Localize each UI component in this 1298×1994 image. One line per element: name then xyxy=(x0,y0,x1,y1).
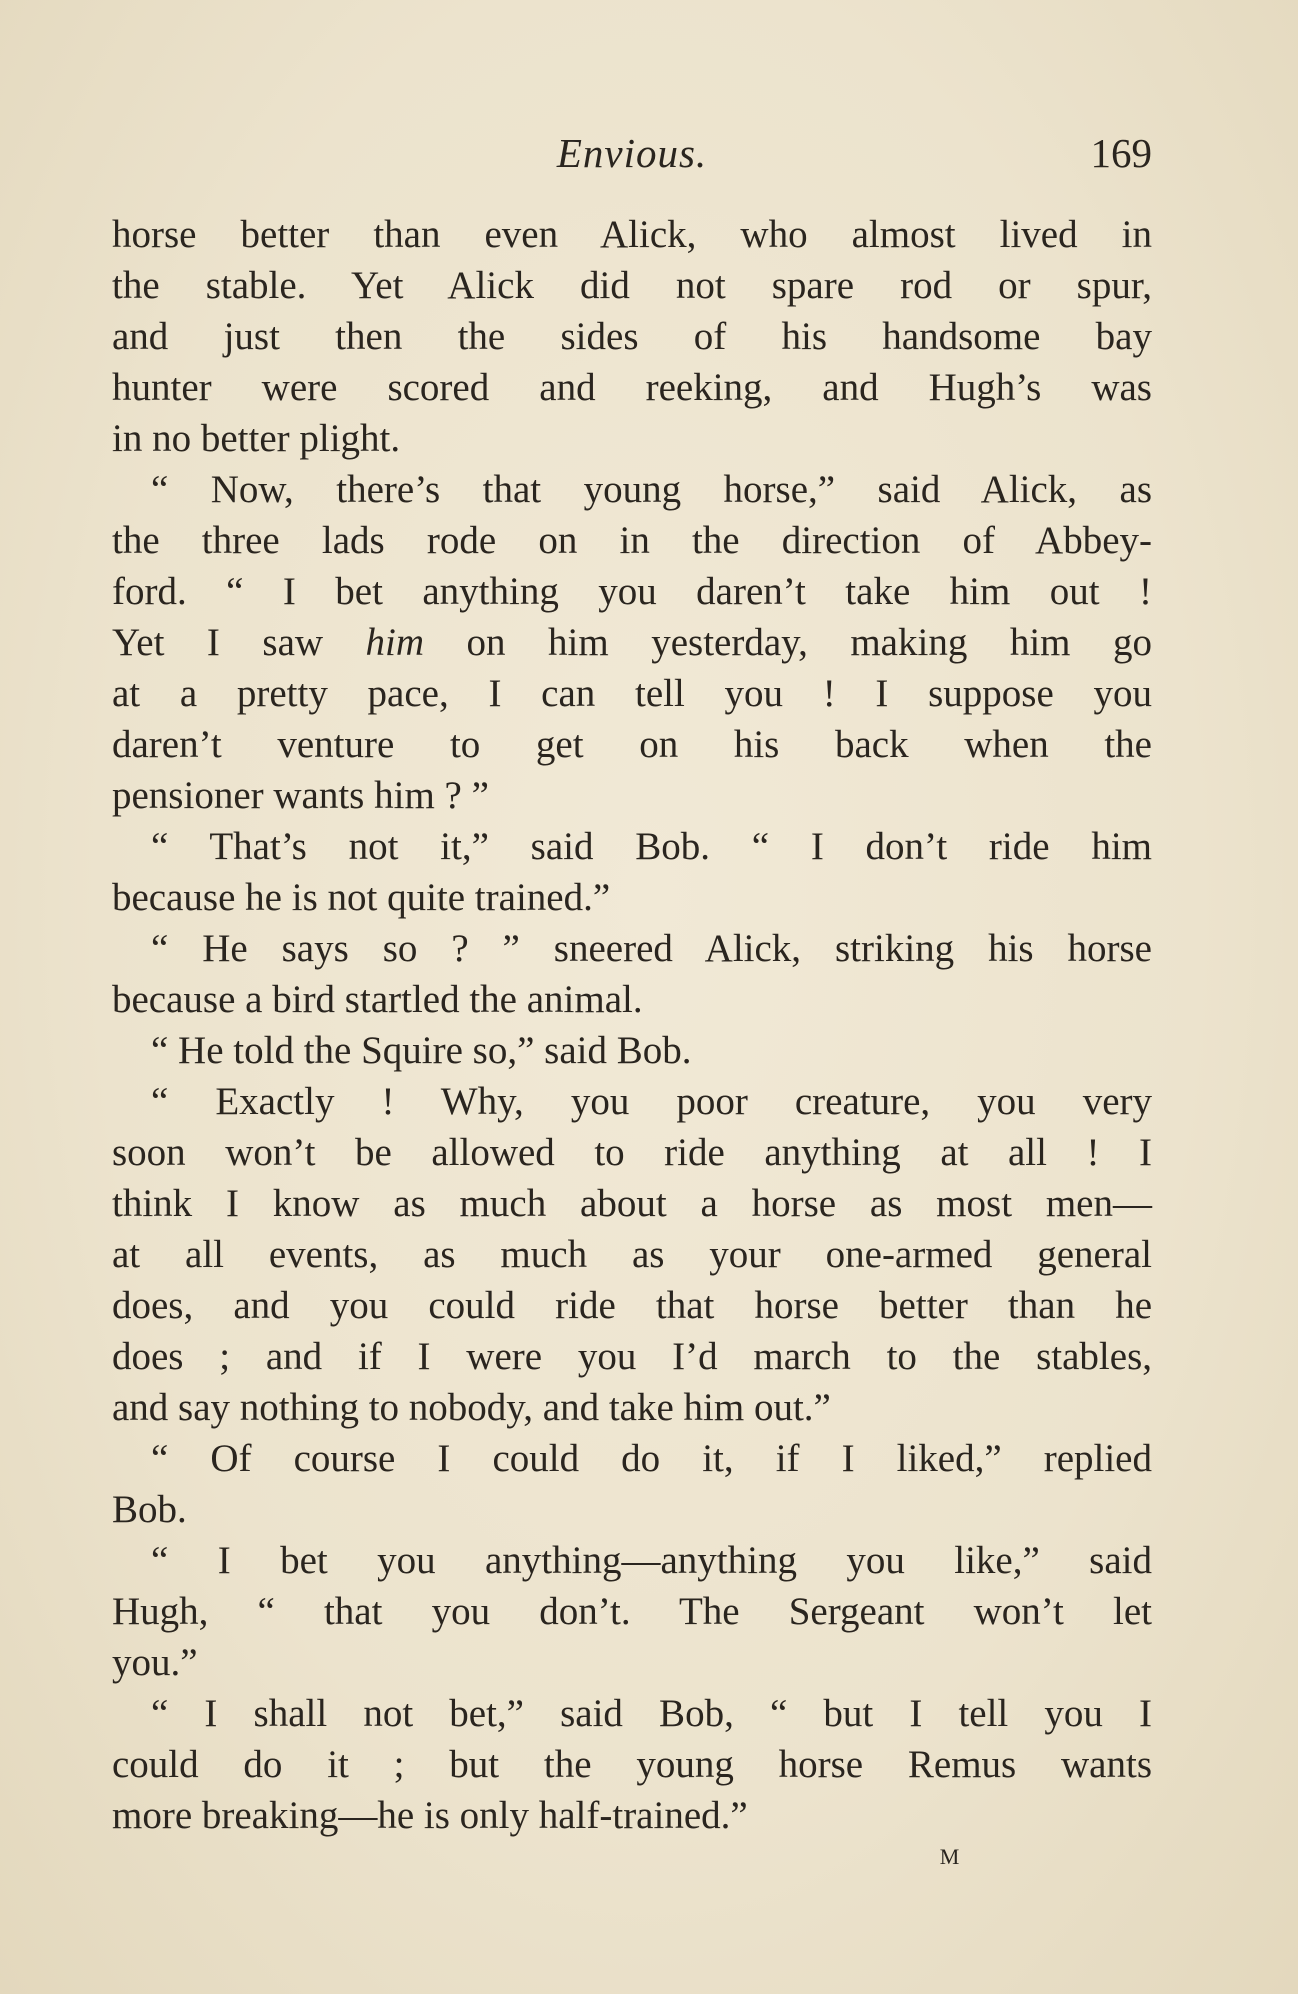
running-head xyxy=(112,128,1152,178)
paragraph-first-line: “ Exactly ! Why, you poor creature, you very xyxy=(151,1080,1152,1123)
text-line: Bob. xyxy=(112,1488,187,1531)
text-line: hunter were scored and reeking, and Hugh’s was xyxy=(112,366,1152,409)
emphasis: him xyxy=(365,621,425,664)
paragraph-first-line: “ Of course I could do it, if I liked,” replied xyxy=(151,1437,1152,1480)
signature-mark: M xyxy=(939,1844,961,1869)
text-line: pensioner wants him ? ” xyxy=(112,774,489,817)
paragraph-first-line: “ I shall not bet,” said Bob, “ but I tell you I xyxy=(151,1692,1152,1735)
text-line: and just then the sides of his handsome bay xyxy=(112,315,1152,358)
paragraph-first-line: “ Now, there’s that young horse,” said Alick, as xyxy=(151,468,1152,511)
text-line: because a bird startled the animal. xyxy=(112,978,643,1021)
running-title: Envious. xyxy=(556,130,708,176)
text-line: could do it ; but the young horse Remus wants xyxy=(112,1743,1152,1786)
page-number: 169 xyxy=(1090,130,1152,176)
text-line: Yet I saw him on him yesterday, making him go xyxy=(112,621,1152,664)
text-line: soon won’t be allowed to ride anything at all ! I xyxy=(112,1131,1152,1174)
text-line: think I know as much about a horse as most men— xyxy=(112,1182,1152,1225)
text-line: because he is not quite trained.” xyxy=(112,876,611,919)
text-line: daren’t venture to get on his back when the xyxy=(112,723,1152,766)
text-line: does, and you could ride that horse better than he xyxy=(112,1284,1152,1327)
text-line: does ; and if I were you I’d march to the stables, xyxy=(112,1335,1152,1378)
text-line: Hugh, “ that you don’t. The Sergeant won’t let xyxy=(112,1590,1152,1633)
text-line: more breaking—he is only half-trained.” xyxy=(112,1794,748,1837)
paragraph-first-line: “ That’s not it,” said Bob. “ I don’t ride him xyxy=(151,825,1152,868)
text-line: at a pretty pace, I can tell you ! I suppose you xyxy=(112,672,1152,715)
text-line: in no better plight. xyxy=(112,417,401,460)
text-line: ford. “ I bet anything you daren’t take him out ! xyxy=(112,570,1152,613)
paragraph-first-line: “ I bet you anything—anything you like,” said xyxy=(151,1539,1152,1582)
text-line: at all events, as much as your one-armed general xyxy=(112,1233,1152,1276)
text-line: the stable. Yet Alick did not spare rod or spur, xyxy=(112,264,1152,307)
text-line: horse better than even Alick, who almost lived in xyxy=(112,213,1152,256)
paragraph-first-line: “ He says so ? ” sneered Alick, striking his horse xyxy=(151,927,1152,970)
text-line: and say nothing to nobody, and take him out.” xyxy=(112,1386,831,1429)
text-line: you.” xyxy=(112,1641,198,1684)
text-line: the three lads rode on in the direction of Abbey- xyxy=(112,519,1152,562)
body-text xyxy=(112,209,1152,1841)
paragraph-first-line: “ He told the Squire so,” said Bob. xyxy=(151,1029,692,1072)
